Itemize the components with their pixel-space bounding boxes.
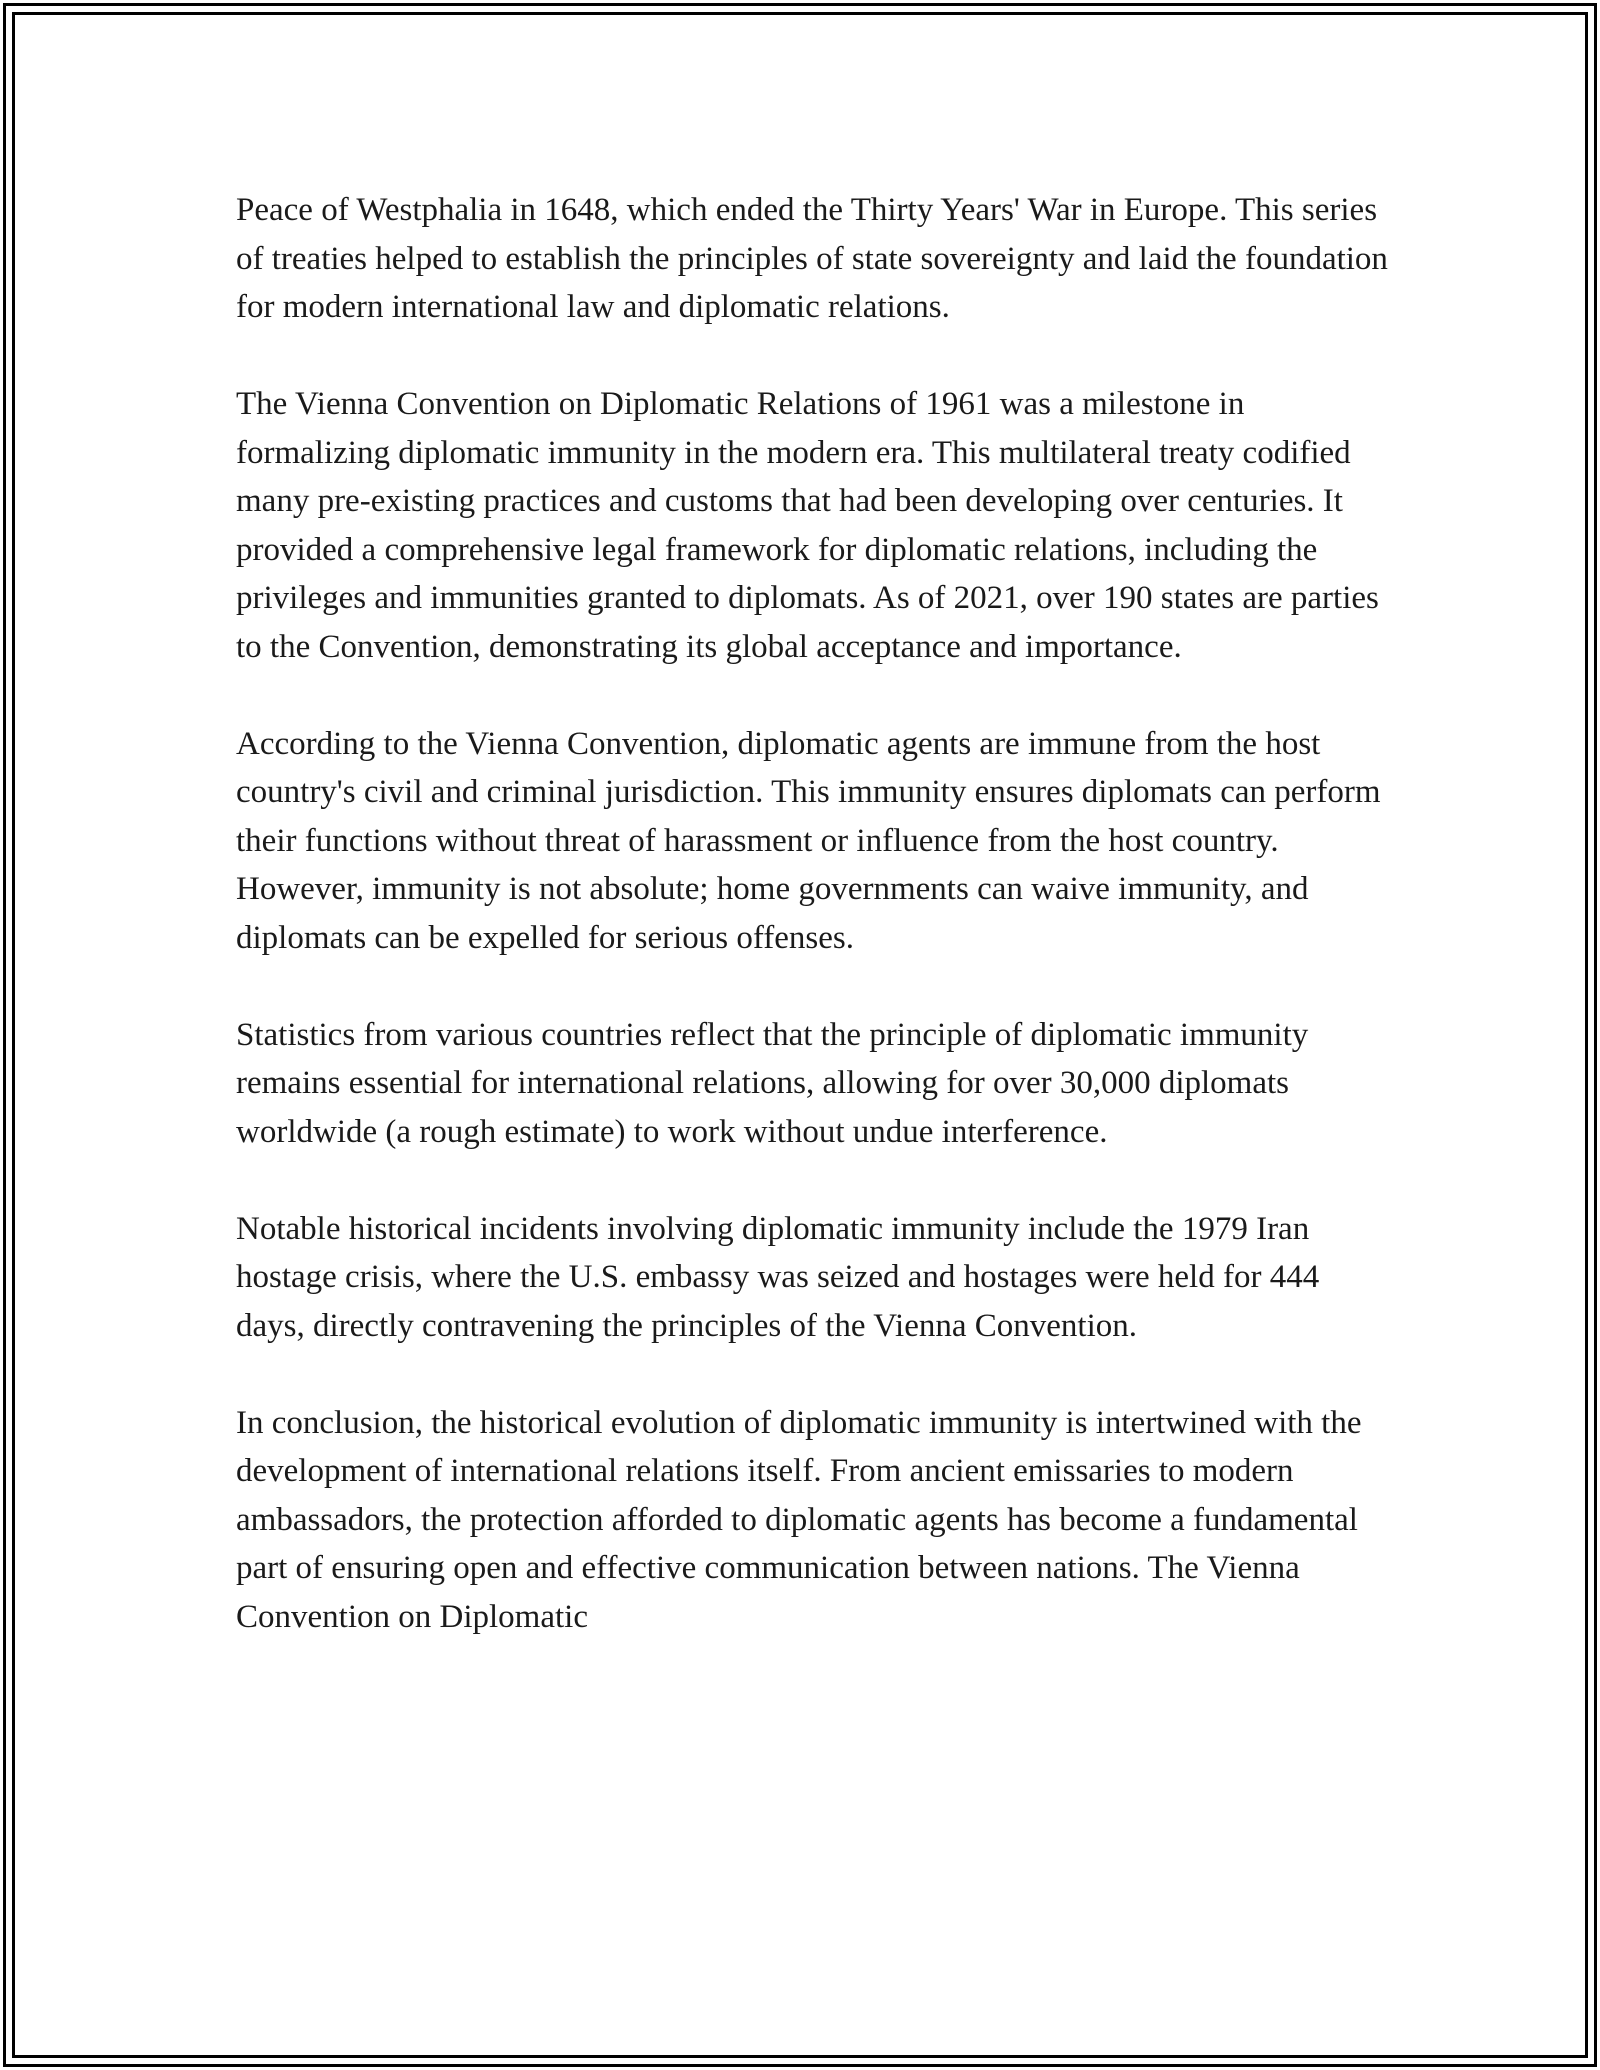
paragraph-conclusion: In conclusion, the historical evolution of diplomatic immunity is intertwined with the development of international relations itself. From ancient emissaries to modern ambassadors, the protection afforded to diplomatic agents has become a fundamental part of ensuring open and effective communication between nations. The Vienna Convention on Diplomatic (236, 1404, 1362, 1635)
paragraph-statistics: Statistics from various countries reflect that the principle of diplomatic immunity remains essential for international relations, allowing for over 30,000 diplomats worldwide (a rough estimate) to work without undue interference. (236, 1016, 1309, 1150)
paragraph-westphalia: Peace of Westphalia in 1648, which ended the Thirty Years' War in Europe. This series of treaties helped to establish the principles of state sovereignty and laid the foundation for modern international law and diplomatic relations. (236, 192, 1388, 325)
document-body (236, 186, 1396, 1690)
paragraph-historical-incidents: Notable historical incidents involving diplomatic immunity include the 1979 Iran hostage crisis, where the U.S. embassy was seized and hostages were held for 444 days, directly contravening the principles of the Vienna Convention. (236, 1210, 1320, 1344)
paragraph-vienna-convention: The Vienna Convention on Diplomatic Relations of 1961 was a milestone in formalizing diplomatic immunity in the modern era. This multilateral treaty codified many pre-existing practices and customs that had been developing over centuries. It provided a comprehensive legal framework for diplomatic relations, including the privileges and immunities granted to diplomats. As of 2021, over 190 states are parties to the Convention, demonstrating its global acceptance and importance. (236, 386, 1379, 665)
paragraph-immunity-scope: According to the Vienna Convention, diplomatic agents are immune from the host country's civil and criminal jurisdiction. This immunity ensures diplomats can perform their functions without threat of harassment or influence from the host country. However, immunity is not absolute; home governments can waive immunity, and diplomats can be expelled for serious offenses. (236, 725, 1381, 956)
